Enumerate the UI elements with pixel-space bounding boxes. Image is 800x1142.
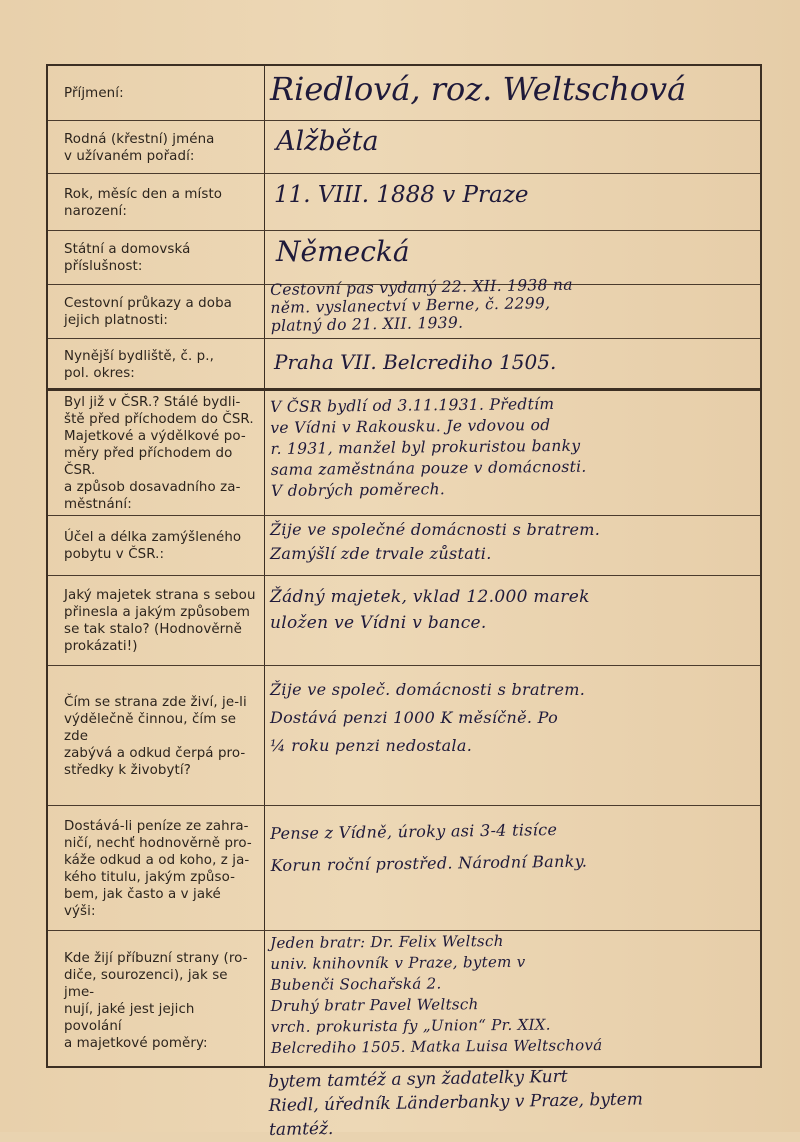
registration-form-table	[46, 64, 762, 1068]
label-livelihood: Čím se strana zde živí, je-li výdělečně činnou, čím se zde zabývá a odkud čerpá pro- středky k živobytí?	[64, 694, 247, 778]
value-livelihood: Žije ve společ. domácnosti s bratrem. Dostává penzi 1000 K měsíčně. Po ¼ roku penzi nedostala.	[270, 680, 586, 755]
row-given-names	[48, 121, 760, 174]
row-livelihood	[48, 666, 760, 806]
relatives-continuation: bytem tamtéž a syn žadatelky Kurt Riedl, úředník Länderbanky v Praze, bytem tamtéž.	[268, 1066, 644, 1140]
label-given-names: Rodná (křestní) jména v užívaném pořadí:	[64, 131, 215, 164]
value-property: Žádný majetek, vklad 12.000 marek uložen ve Vídni v bance.	[270, 587, 590, 633]
row-relatives	[48, 931, 760, 1070]
row-residence	[48, 339, 760, 391]
value-birth: 11. VIII. 1888 v Praze	[274, 182, 529, 208]
row-surname	[48, 66, 760, 121]
row-purpose-of-stay	[48, 516, 760, 576]
label-residence: Nynější bydliště, č. p., pol. okres:	[64, 349, 214, 381]
label-citizenship: Státní a domovská příslušnost:	[64, 242, 191, 274]
row-foreign-money	[48, 806, 760, 931]
label-purpose-of-stay: Účel a délka zamýšleného pobytu v ČSR.:	[64, 530, 242, 562]
value-foreign-money: Pense z Vídně, úroky asi 3-4 tisíce Korun roční prostřed. Národní Banky.	[270, 819, 588, 875]
value-previous-residence: V ČSR bydlí od 3.11.1931. Předtím ve Vídni v Rakousku. Je vdovou od r. 1931, manžel byl prokuristou banky sama zaměstnána pouze v domácnosti. V dobrých poměrech.	[270, 395, 587, 500]
label-birth: Rok, měsíc den a místo narození:	[64, 186, 223, 219]
label-travel-docs: Cestovní průkazy a doba jejich platnosti:	[64, 296, 232, 328]
row-travel-docs	[48, 275, 760, 339]
row-previous-residence	[48, 391, 760, 516]
value-surname: Riedlová, roz. Weltschová	[270, 70, 687, 108]
label-previous-residence: Byl již v ČSR.? Stálé bydli- ště před příchodem do ČSR. Majetkové a výdělkové po- měry před příchodem do ČSR. a způsob dosavadního za- městnání:	[64, 395, 254, 512]
value-travel-docs: Cestovní pas vydaný 22. XII. 1938 na něm. vyslanectví v Berne, č. 2299, platný do 21. XII. 1939.	[270, 275, 573, 335]
value-citizenship: Německá	[276, 235, 410, 268]
row-birth	[48, 174, 760, 231]
label-relatives: Kde žijí příbuzní strany (ro- diče, sourozenci), jak se jme- nují, jaké jest jejich povolání a majetkové poměry:	[64, 950, 248, 1051]
value-residence: Praha VII. Belcrediho 1505.	[274, 350, 557, 374]
label-property: Jaký majetek strana s sebou přinesla a jakým způsobem se tak stalo? (Hodnověrně prokázati!)	[64, 588, 256, 654]
value-relatives: Jeden bratr: Dr. Felix Weltsch univ. knihovník v Praze, bytem v Bubenči Sochařská 2. Druhý bratr Pavel Weltsch vrch. prokurista fy „Union“ Pr. XIX. Belcrediho 1505. Matka Luisa Weltschová	[270, 931, 603, 1057]
label-foreign-money: Dostává-li peníze ze zahra- ničí, nechť hodnověrně pro- káže odkud a od koho, z ja- kého titulu, jakým způso- bem, jak často a v jaké výši:	[64, 818, 252, 919]
value-purpose-of-stay: Žije ve společné domácnosti s bratrem. Zamýšlí zde trvale zůstati.	[270, 520, 601, 563]
label-surname: Příjmení:	[64, 86, 124, 101]
row-property	[48, 576, 760, 666]
value-given-names: Alžběta	[276, 126, 379, 157]
